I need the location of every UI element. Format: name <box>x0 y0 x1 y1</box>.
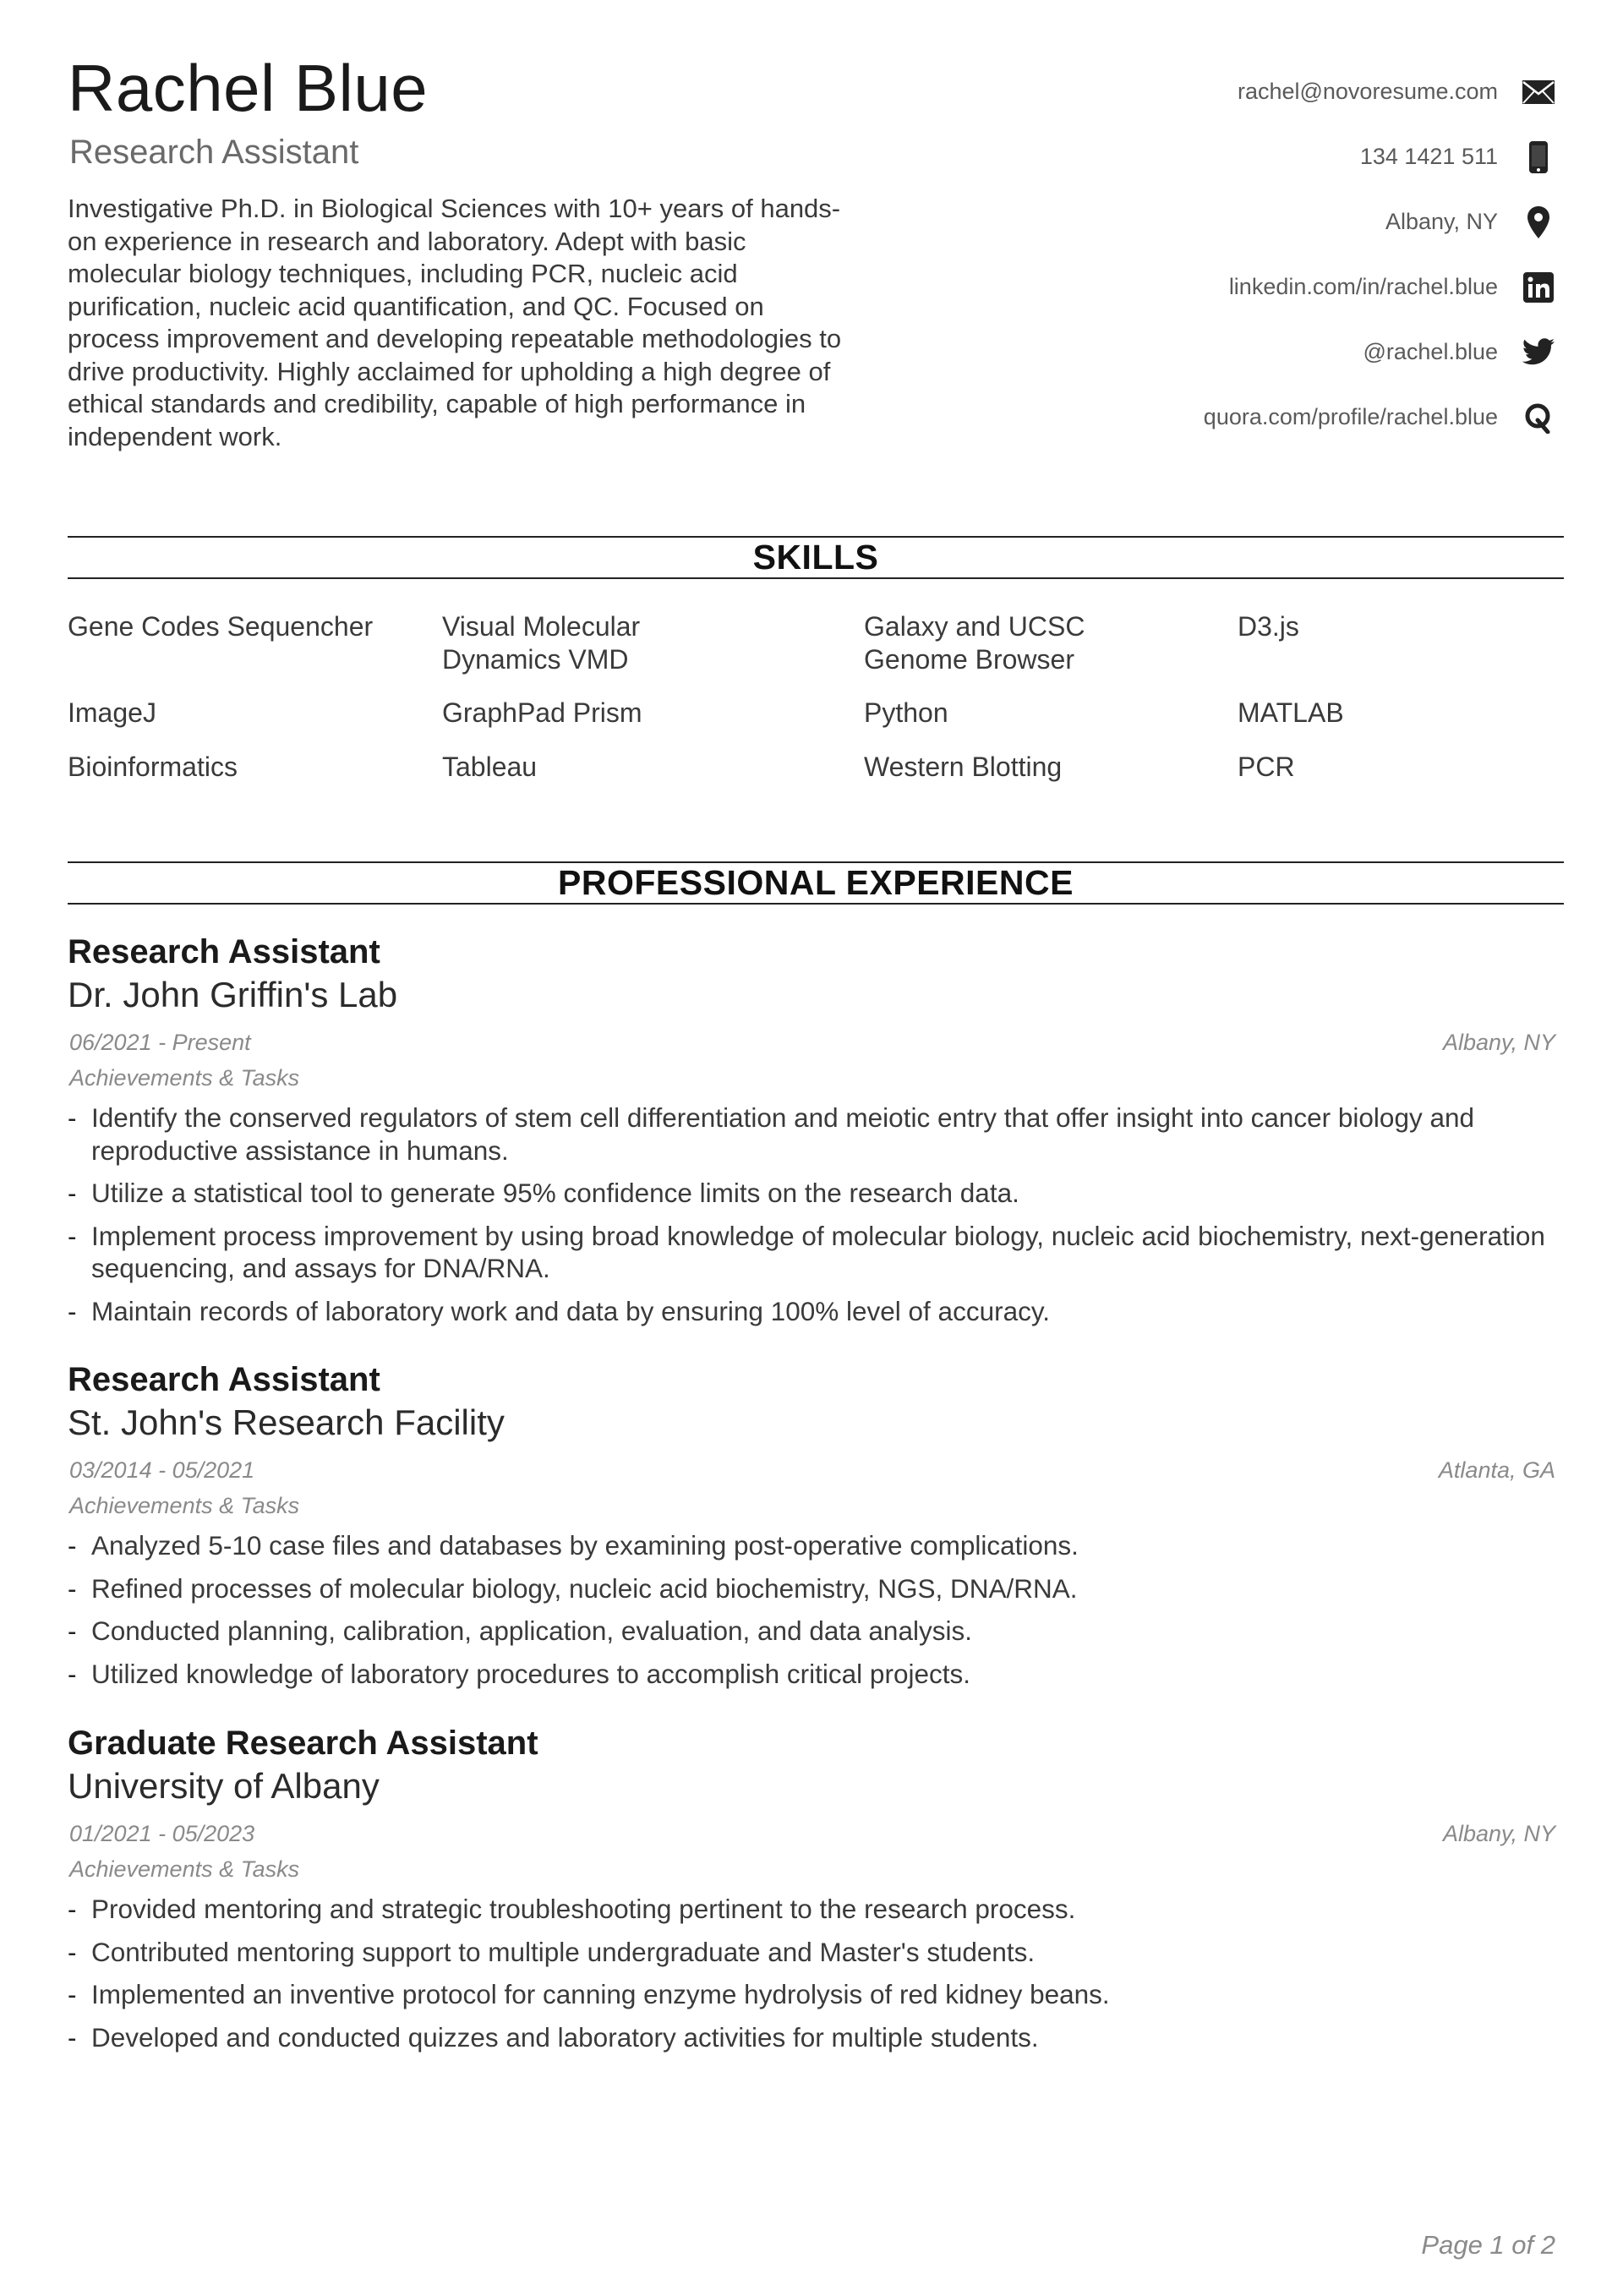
experience-section-title: PROFESSIONAL EXPERIENCE <box>68 861 1564 905</box>
job-subheading: Achievements & Tasks <box>69 1493 300 1519</box>
job-entry <box>68 1723 1564 2064</box>
job-organization: St. John's Research Facility <box>68 1402 505 1442</box>
job-meta <box>68 1449 1564 1488</box>
job-location: Albany, NY <box>1442 1030 1555 1056</box>
contact-location <box>898 189 1557 254</box>
list-item: - Utilize a statistical tool to generate 95% confidence limits on the research data. <box>68 1178 1019 1209</box>
job-bullets <box>68 1102 1564 1327</box>
bullet-text: Utilize a statistical tool to generate 95% confidence limits on the research data. <box>91 1178 1019 1209</box>
contact-quora[interactable] <box>898 385 1557 450</box>
job-meta <box>68 1021 1564 1060</box>
candidate-role: Research Assistant <box>69 134 359 171</box>
list-item: - Implement process improvement by using broad knowledge of molecular biology, nucleic acid biochemistry, next-generation sequencing, and assays for DNA/RNA. <box>68 1220 1545 1284</box>
contact-list <box>898 59 1557 450</box>
phone-text[interactable]: 134 1421 511 <box>1359 144 1498 169</box>
linkedin-text[interactable]: linkedin.com/in/rachel.blue <box>1228 274 1498 299</box>
job-subheading: Achievements & Tasks <box>69 1065 300 1091</box>
contact-email[interactable] <box>898 59 1557 124</box>
quora-text[interactable]: quora.com/profile/rachel.blue <box>1203 404 1498 429</box>
contact-phone[interactable] <box>898 124 1557 189</box>
skill-item: Gene Codes Sequencher <box>68 611 374 642</box>
bullet-text: Refined processes of molecular biology, nucleic acid biochemistry, NGS, DNA/RNA. <box>91 1572 1078 1604</box>
bullet-text: Analyzed 5-10 case files and databases by examining post-operative complications. <box>91 1530 1079 1561</box>
skill-item: MATLAB <box>1238 697 1344 728</box>
list-item: - Contributed mentoring support to multiple undergraduate and Master's students. <box>68 1936 1036 1967</box>
location-pin-icon <box>1520 204 1557 241</box>
job-meta <box>68 1812 1564 1851</box>
bullet-text: Implement process improvement by using broad knowledge of molecular biology, nucleic acid biochemistry, next-generation sequencing, and assays for DNA/RNA. <box>91 1220 1545 1284</box>
job-dates: 06/2021 - Present <box>69 1030 251 1056</box>
job-location: Albany, NY <box>1442 1821 1555 1847</box>
job-organization: University of Albany <box>68 1766 380 1806</box>
job-bullets <box>68 1893 1564 2053</box>
list-item: - Developed and conducted quizzes and laboratory activities for multiple students. <box>68 2021 1039 2053</box>
skill-item: GraphPad Prism <box>442 697 642 728</box>
skill-item: Visual Molecular Dynamics VMD <box>442 611 641 675</box>
twitter-icon <box>1520 334 1557 371</box>
job-organization: Dr. John Griffin's Lab <box>68 975 398 1014</box>
skill-item: Python <box>864 697 948 728</box>
list-item: - Maintain records of laboratory work and data by ensuring 100% level of accuracy. <box>68 1295 1051 1326</box>
list-item: - Conducted planning, calibration, application, evaluation, and data analysis. <box>68 1615 972 1647</box>
list-item: - Identify the conserved regulators of stem cell differentiation and meiotic entry that offer insight into cancer biology and reproductive assistance in humans. <box>68 1102 1475 1166</box>
list-item: - Provided mentoring and strategic troubleshooting pertinent to the research process. <box>68 1894 1076 1925</box>
skills-row <box>68 697 1564 751</box>
page-number: Page 1 of 2 <box>1421 2230 1555 2260</box>
profile-summary: Investigative Ph.D. in Biological Sciences with 10+ years of hands-on experience in research and laboratory. Adept with basic molecular biology techniques, including PCR, nucleic acid purification, nucleic acid quantification, and QC. Focused on process improvement and developing repeatable methodologies to drive productivity. Highly acclaimed for upholding a high degree of ethical standards and credibility, capable of high performance in independent work. <box>68 194 842 451</box>
job-subheading: Achievements & Tasks <box>69 1856 300 1883</box>
skills-row <box>68 610 1564 697</box>
job-entry <box>68 932 1564 1337</box>
skill-item: Western Blotting <box>864 752 1063 782</box>
job-title: Graduate Research Assistant <box>68 1725 538 1762</box>
list-item: - Utilized knowledge of laboratory procedures to accomplish critical projects. <box>68 1658 970 1689</box>
skill-item: ImageJ <box>68 697 156 728</box>
job-title: Research Assistant <box>68 933 380 970</box>
list-item: - Analyzed 5-10 case files and databases by examining post-operative complications. <box>68 1530 1079 1561</box>
skill-item: PCR <box>1238 752 1295 782</box>
bullet-text: Maintain records of laboratory work and data by ensuring 100% level of accuracy. <box>91 1295 1051 1326</box>
bullet-text: Utilized knowledge of laboratory procedures to accomplish critical projects. <box>91 1658 970 1689</box>
list-item: - Refined processes of molecular biology, nucleic acid biochemistry, NGS, DNA/RNA. <box>68 1572 1078 1604</box>
skills-section-title: SKILLS <box>68 536 1564 579</box>
list-item: - Implemented an inventive protocol for canning enzyme hydrolysis of red kidney beans. <box>68 1979 1110 2010</box>
skills-row <box>68 751 1564 793</box>
email-text[interactable]: rachel@novoresume.com <box>1237 79 1498 104</box>
bullet-text: Contributed mentoring support to multiple undergraduate and Master's students. <box>91 1936 1036 1967</box>
bullet-text: Developed and conducted quizzes and laboratory activities for multiple students. <box>91 2021 1039 2053</box>
bullet-text: Conducted planning, calibration, application, evaluation, and data analysis. <box>91 1615 972 1647</box>
bullet-text: Identify the conserved regulators of stem cell differentiation and meiotic entry that offer insight into cancer biology and reproductive assistance in humans. <box>91 1102 1475 1166</box>
contact-twitter[interactable] <box>898 320 1557 385</box>
skill-item: Bioinformatics <box>68 752 238 782</box>
phone-icon <box>1520 139 1557 176</box>
contact-linkedin[interactable] <box>898 254 1557 320</box>
job-dates: 03/2014 - 05/2021 <box>69 1457 255 1484</box>
skill-item: Tableau <box>442 752 538 782</box>
job-bullets <box>68 1529 1564 1690</box>
bullet-text: Implemented an inventive protocol for canning enzyme hydrolysis of red kidney beans. <box>91 1979 1110 2010</box>
bullet-text: Provided mentoring and strategic troubleshooting pertinent to the research process. <box>91 1894 1076 1925</box>
job-location: Atlanta, GA <box>1438 1457 1555 1484</box>
job-dates: 01/2021 - 05/2023 <box>69 1821 255 1847</box>
envelope-icon <box>1520 74 1557 111</box>
location-text: Albany, NY <box>1385 209 1498 234</box>
quora-icon <box>1520 399 1557 436</box>
skill-item: Galaxy and UCSC Genome Browser <box>864 611 1085 675</box>
job-entry <box>68 1359 1564 1700</box>
skills-grid <box>68 610 1564 793</box>
candidate-name: Rachel Blue <box>68 51 429 125</box>
twitter-text[interactable]: @rachel.blue <box>1363 339 1498 364</box>
job-title: Research Assistant <box>68 1361 380 1398</box>
linkedin-icon <box>1520 269 1557 306</box>
skill-item: D3.js <box>1238 611 1299 642</box>
